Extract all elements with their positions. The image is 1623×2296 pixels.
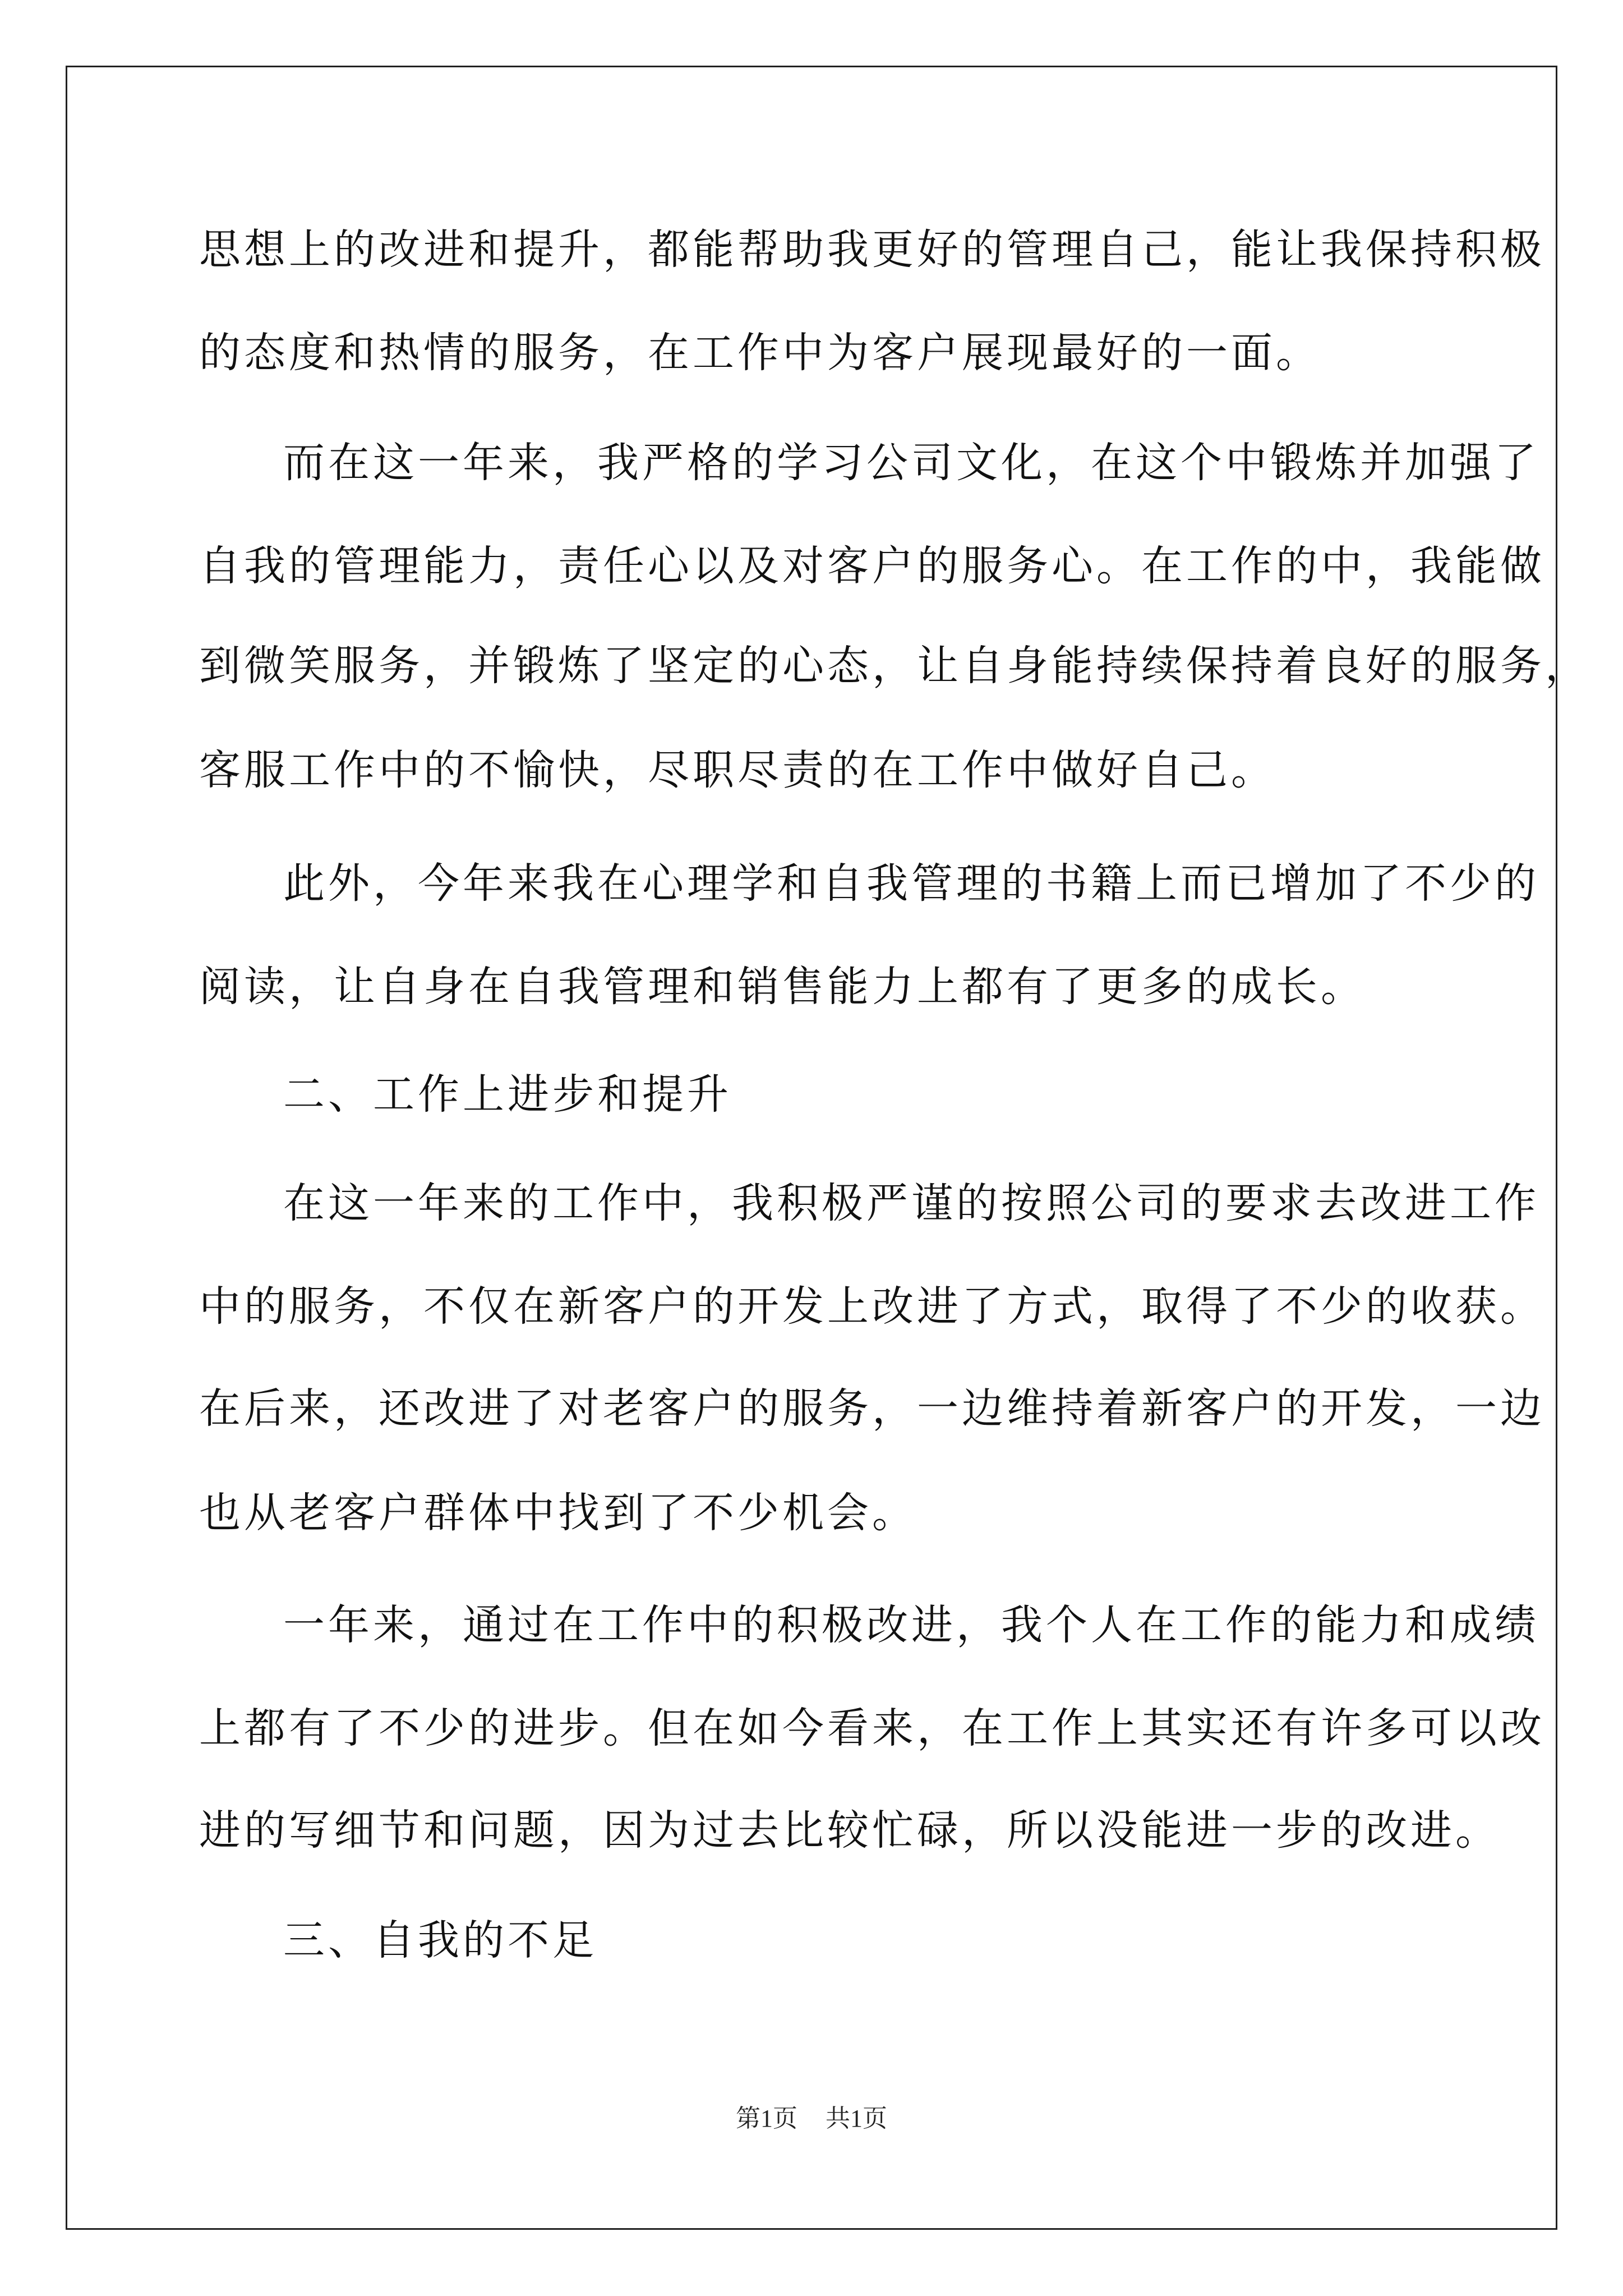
body-line-13: 也从老客户群体中找到了不少机会。 (199, 1489, 917, 1537)
page-number-total: 共1页 (826, 2105, 887, 2132)
body-line-5: 到微笑服务，并锻炼了坚定的心态，让自身能持续保持着良好的服务， (199, 642, 1590, 690)
body-line-15: 上都有了不少的进步。但在如今看来，在工作上其实还有许多可以改 (199, 1704, 1545, 1752)
body-line-4: 自我的管理能力，责任心以及对客户的服务心。在工作的中，我能做 (199, 542, 1545, 590)
body-line-3: 而在这一年来，我严格的学习公司文化，在这个中锻炼并加强了 (283, 439, 1539, 487)
page-border (66, 66, 1557, 2230)
body-line-2: 的态度和热情的服务，在工作中为客户展现最好的一面。 (199, 329, 1321, 377)
page-footer (0, 2098, 1623, 2134)
section-heading-2: 二、工作上进步和提升 (283, 1070, 732, 1119)
body-line-7: 此外，今年来我在心理学和自我管理的书籍上而已增加了不少的 (283, 859, 1539, 908)
body-line-12: 在后来，还改进了对老客户的服务，一边维持着新客户的开发，一边 (199, 1384, 1545, 1433)
body-line-1: 思想上的改进和提升，都能帮助我更好的管理自己，能让我保持积极 (199, 226, 1545, 274)
section-heading-3: 三、自我的不足 (283, 1916, 597, 1964)
body-line-8: 阅读，让自身在自我管理和销售能力上都有了更多的成长。 (199, 963, 1366, 1011)
body-line-11: 中的服务，不仅在新客户的开发上改进了方式，取得了不少的收获。 (199, 1282, 1545, 1331)
body-line-14: 一年来，通过在工作中的积极改进，我个人在工作的能力和成绩 (283, 1601, 1539, 1649)
body-line-16: 进的写细节和问题，因为过去比较忙碌，所以没能进一步的改进。 (199, 1806, 1500, 1855)
page-number-current: 第1页 (736, 2105, 797, 2132)
body-line-6: 客服工作中的不愉快，尽职尽责的在工作中做好自己。 (199, 746, 1276, 794)
body-line-10: 在这一年来的工作中，我积极严谨的按照公司的要求去改进工作 (283, 1179, 1539, 1227)
